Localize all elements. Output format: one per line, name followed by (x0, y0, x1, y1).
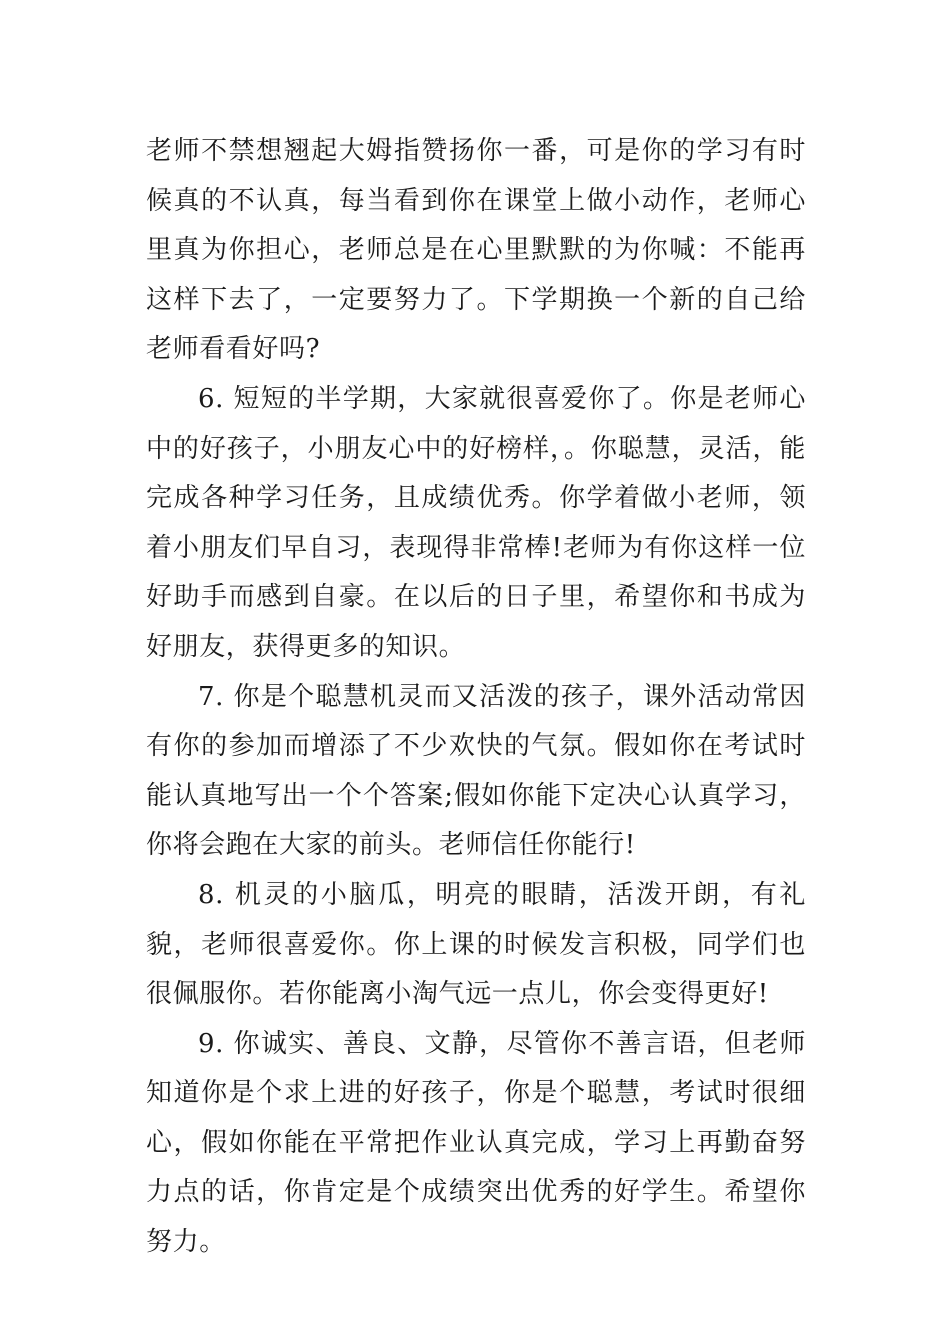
paragraph-item-8: 8. 机灵的小脑瓜，明亮的眼睛，活泼开朗，有礼貌，老师很喜爱你。你上课的时候发言积极，同学们也很佩服你。若你能离小淘气远一点儿，你会变得更好! (146, 879, 806, 1010)
paragraph-item-9: 9. 你诚实、善良、文静，尽管你不善言语，但老师知道你是个求上进的好孩子，你是个聪慧，考试时很细心，假如你能在平常把作业认真完成，学习上再勤奋努力点的话，你肯定是个成绩突出优秀的好学生。希望你努力。 (146, 1028, 806, 1258)
paragraph-item-6: 6. 短短的半学期，大家就很喜爱你了。你是老师心中的好孩子，小朋友心中的好榜样，。你聪慧，灵活，能完成各种学习任务，且成绩优秀。你学着做小老师，领着小朋友们早自习，表现得非常棒!老师为有你这样一位好助手而感到自豪。在以后的日子里，希望你和书成为好朋友，获得更多的知识。 (146, 383, 806, 662)
paragraph-continued: 老师不禁想翘起大姆指赞扬你一番，可是你的学习有时候真的不认真，每当看到你在课堂上做小动作，老师心里真为你担心，老师总是在心里默默的为你喊：不能再这样下去了，一定要努力了。下学期换一个新的自己给老师看看好吗? (146, 136, 806, 365)
paragraph-item-7: 7. 你是个聪慧机灵而又活泼的孩子，课外活动常因有你的参加而增添了不少欢快的气氛。假如你在考试时能认真地写出一个个答案;假如你能下定决心认真学习，你将会跑在大家的前头。老师信任你能行! (146, 681, 806, 861)
document-body (146, 127, 806, 1268)
